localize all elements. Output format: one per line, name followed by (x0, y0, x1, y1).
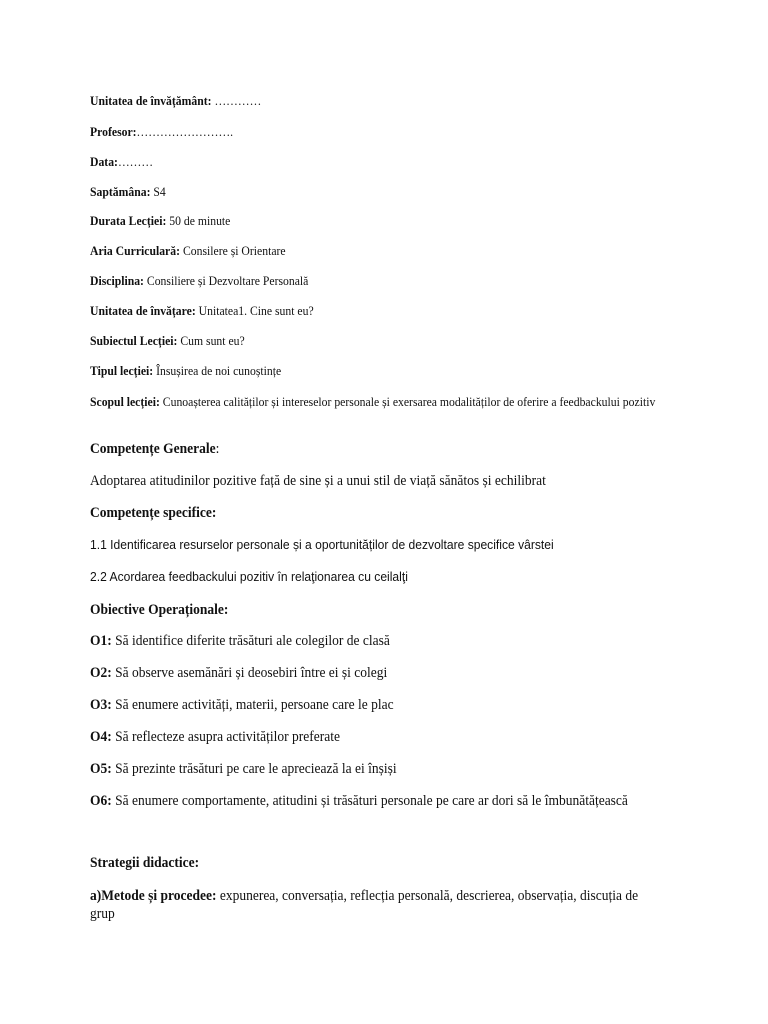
field-label: Unitatea de învățământ: (90, 93, 212, 108)
strategii-heading (90, 855, 630, 872)
competente-generale-text: Adoptarea atitudinilor pozitive față de sine și a unui stil de viață sănătos și echilibrat (90, 473, 546, 489)
objective-code: O2: (90, 665, 112, 681)
competenta-specifica-2: 2.2 Acordarea feedbackului pozitiv în relaţionarea cu ceilalţi (90, 569, 408, 584)
field-label: Aria Curriculară: (90, 243, 181, 258)
field-value: ………… (211, 93, 262, 108)
field-value: Consilere și Orientare (180, 243, 286, 258)
competente-specifice-heading (90, 505, 630, 522)
field-value: ……………………. (136, 124, 234, 139)
field-label: Subiectul Lecției: (90, 333, 178, 348)
obiectiv-o6 (90, 793, 630, 810)
metode-text: expunerea, conversația, reflecția personală, descrierea, observația, discuția de grup (90, 888, 639, 922)
field-saptamana (90, 184, 630, 200)
field-unitatea-invatare (90, 303, 630, 319)
field-value: S4 (150, 184, 166, 199)
field-value: Consiliere și Dezvoltare Personală (143, 273, 309, 288)
competenta-specifica-1: 1.1 Identificarea resurselor personale și a oportunităților de dezvoltare specifice vârstei (90, 537, 554, 552)
field-label: Scopul lecției: (90, 394, 160, 409)
field-profesor (90, 124, 630, 140)
field-value: 50 de minute (166, 213, 231, 228)
objective-code: O5: (90, 761, 112, 777)
field-value: Însușirea de noi cunoștințe (153, 363, 282, 378)
obiectiv-o5 (90, 761, 630, 778)
section-title-colon: : (215, 441, 220, 457)
competente-generale-heading (90, 441, 630, 458)
section-title: Competențe specifice: (90, 505, 217, 521)
field-label: Data: (90, 154, 118, 169)
field-value: Cum sunt eu? (177, 333, 245, 348)
field-aria-curriculara (90, 243, 630, 259)
section-title: Obiective Operaționale: (90, 602, 229, 618)
section-title: Strategii didactice: (90, 855, 200, 871)
field-label: Saptămâna: (90, 184, 151, 199)
objective-code: O1: (90, 633, 112, 649)
objective-code: O4: (90, 729, 112, 745)
field-label: Profesor: (90, 124, 137, 139)
section-title: Competențe Generale (90, 441, 216, 457)
field-label: Tipul lecției: (90, 363, 154, 378)
field-value: Cunoașterea calităților și intereselor personale și exersarea modalităților de oferire a feedbackului pozitiv (159, 394, 656, 409)
obiectiv-o2 (90, 665, 630, 682)
field-durata (90, 213, 630, 229)
field-label: Unitatea de învățare: (90, 303, 196, 318)
objective-code: O3: (90, 697, 112, 713)
obiective-heading (90, 602, 630, 619)
field-scopul (90, 394, 662, 409)
obiectiv-o3 (90, 697, 630, 714)
metode-label: a)Metode și procedee: (90, 888, 217, 904)
objective-text: Să enumere activități, materii, persoane care le plac (111, 697, 394, 713)
objective-text: Să observe asemănări și deosebiri între ei și colegi (111, 665, 388, 681)
field-value: ……… (117, 154, 154, 169)
field-label: Durata Lecției: (90, 213, 167, 228)
objective-text: Să prezinte trăsături pe care le apreciează la ei înșiși (111, 761, 397, 777)
obiectiv-o1 (90, 633, 630, 650)
objective-text: Să enumere comportamente, atitudini și trăsături personale pe care ar dori să le îmbunătățească (111, 793, 628, 809)
field-subiectul (90, 333, 630, 349)
objective-text: Să identifice diferite trăsături ale colegilor de clasă (111, 633, 390, 649)
field-label: Disciplina: (90, 273, 144, 288)
obiectiv-o4 (90, 729, 630, 746)
objective-code: O6: (90, 793, 112, 809)
field-value: Unitatea1. Cine sunt eu? (195, 303, 314, 318)
strategii-metode (90, 887, 666, 923)
field-tipul (90, 363, 630, 379)
field-unitatea-invatamant (90, 93, 630, 109)
field-disciplina (90, 273, 630, 289)
field-data (90, 154, 630, 170)
objective-text: Să reflecteze asupra activităților preferate (111, 729, 340, 745)
